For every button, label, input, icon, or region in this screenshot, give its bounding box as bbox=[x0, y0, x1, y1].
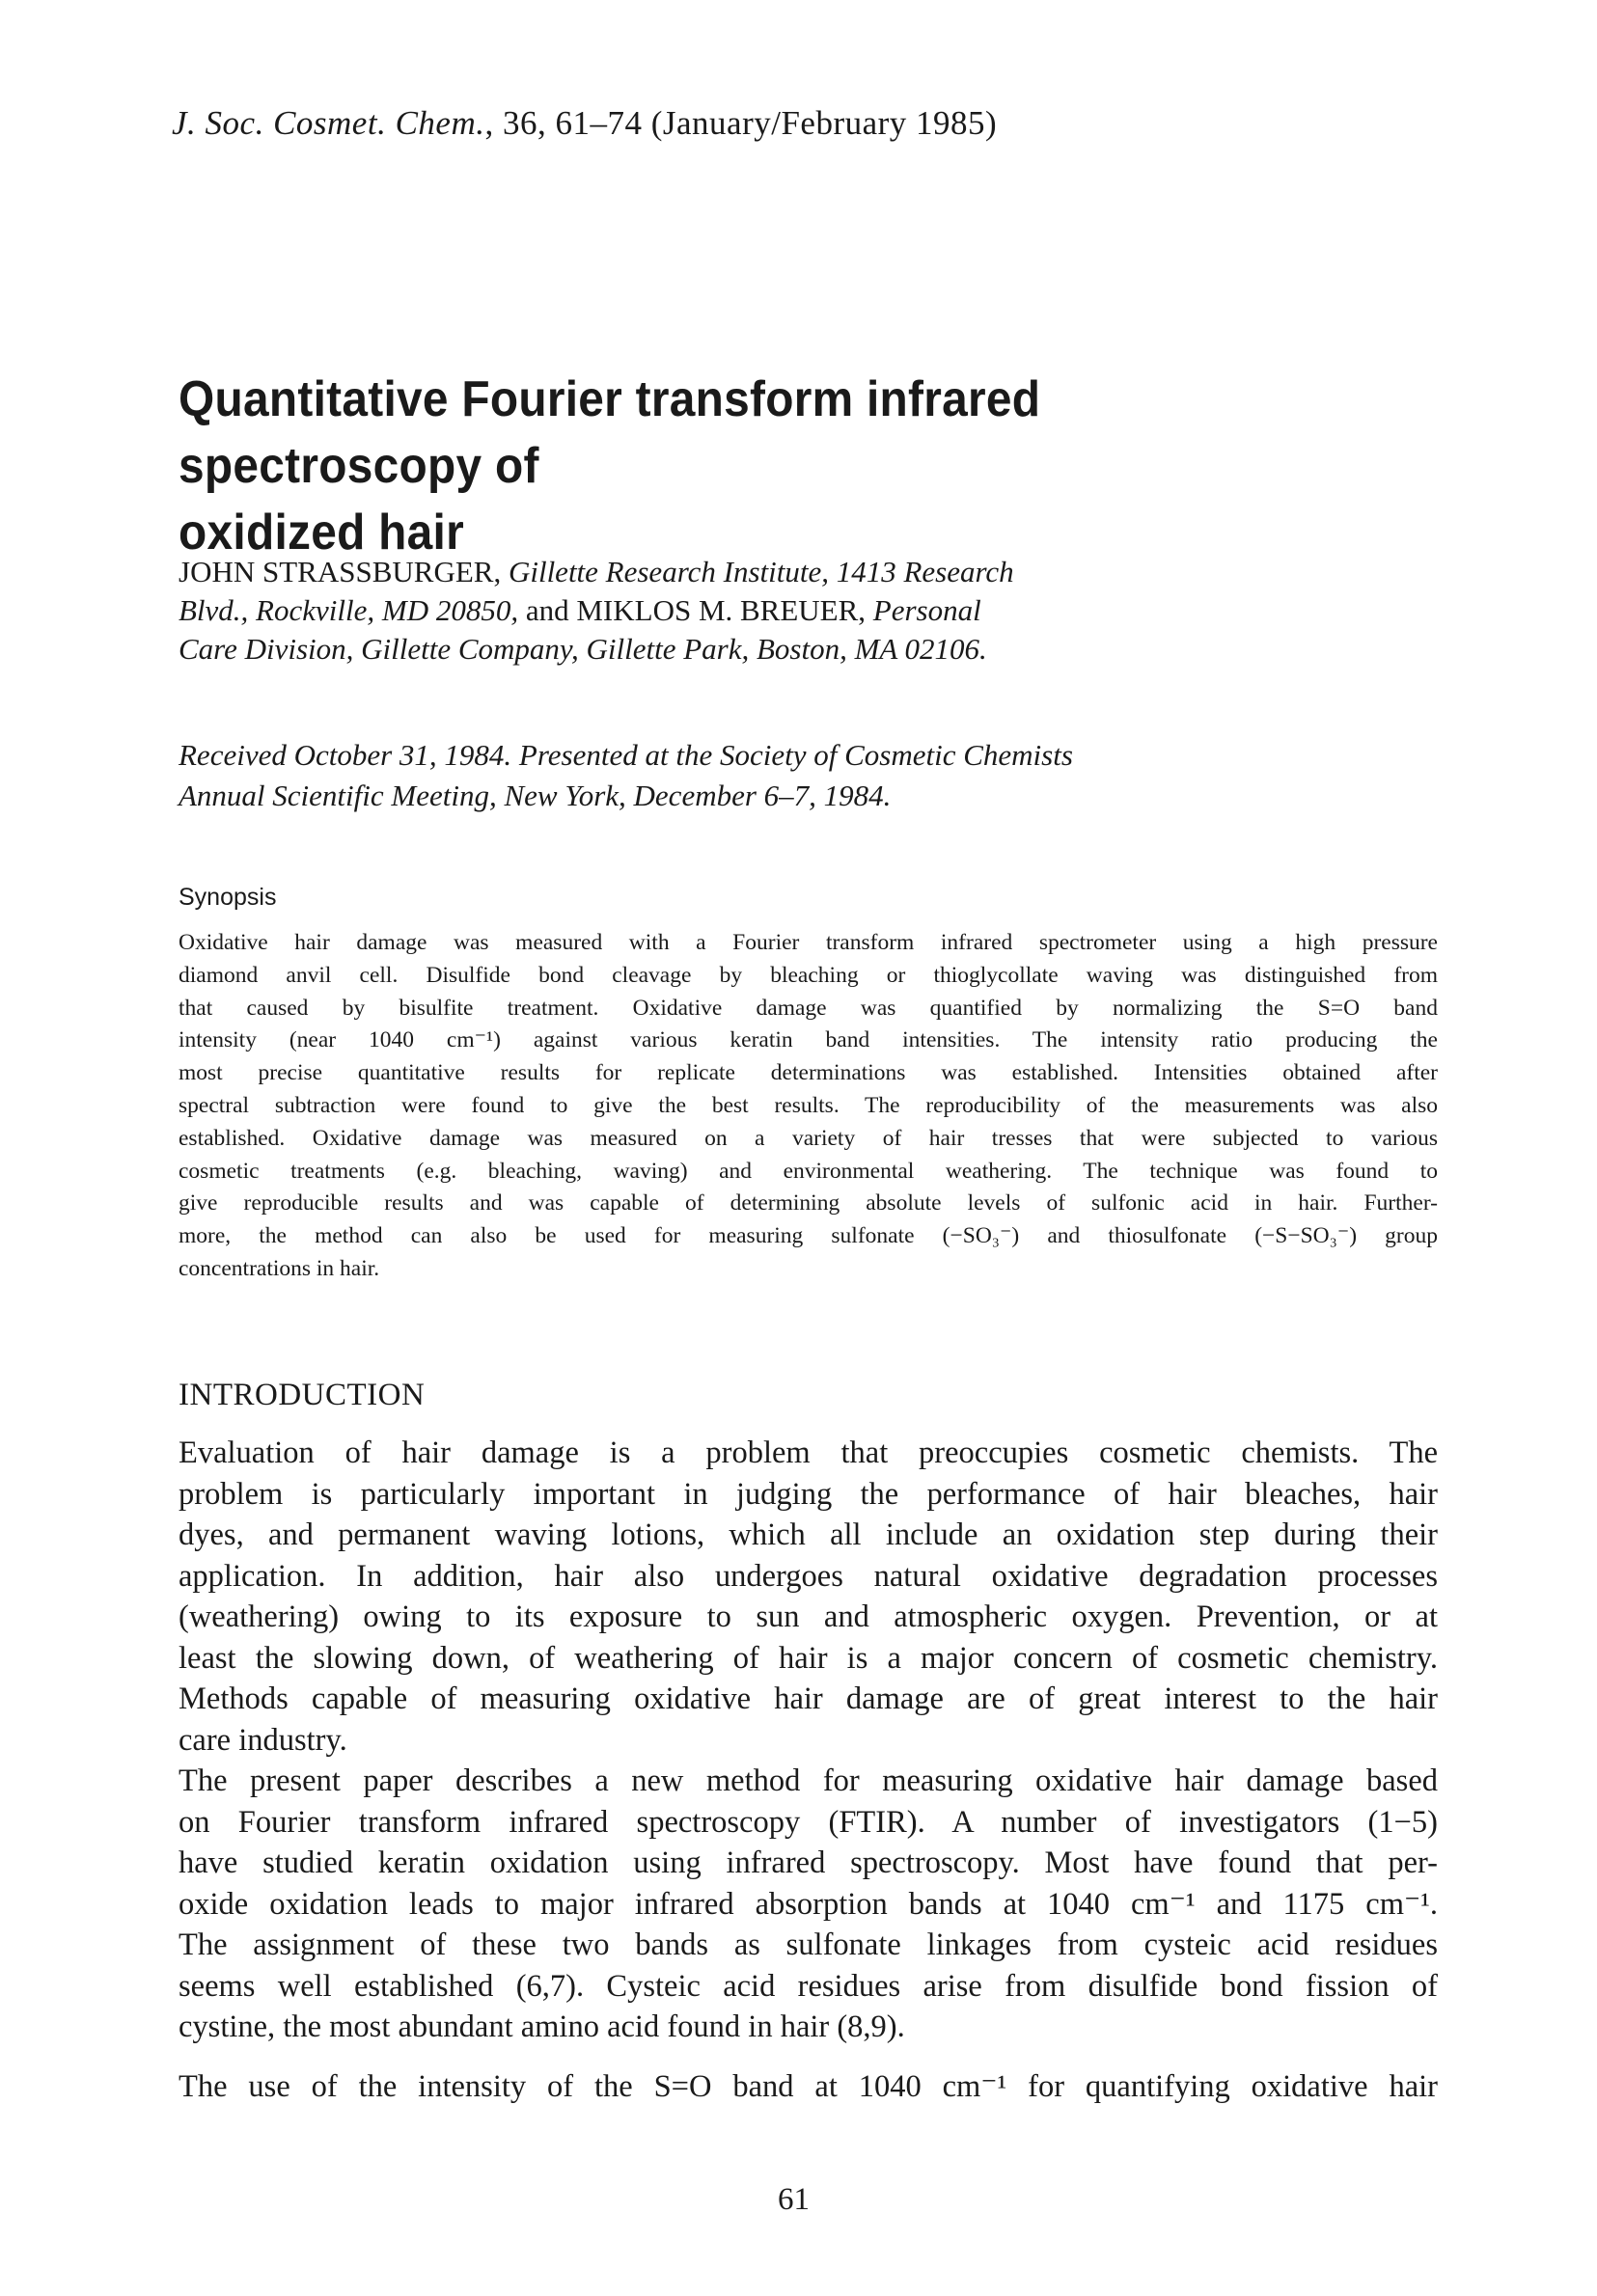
intro-paragraph-2 bbox=[179, 1761, 1438, 2048]
paragraph-line: dyes, and permanent waving lotions, which all include an oxidation step during their bbox=[179, 1517, 1438, 1552]
paragraph-line: least the slowing down, of weathering of hair is a major concern of cosmetic chemistry. bbox=[179, 1640, 1438, 1676]
received-line-2: Annual Scientific Meeting, New York, December 6–7, 1984. bbox=[179, 779, 892, 812]
synopsis-line: intensity (near 1040 cm⁻¹) against various keratin band intensities. The intensity ratio producing the bbox=[179, 1027, 1438, 1053]
paragraph-line: seems well established (6,7). Cysteic acid residues arise from disulfide bond fission of bbox=[179, 1968, 1438, 2004]
synopsis-line: cosmetic treatments (e.g. bleaching, waving) and environmental weathering. The technique was found to bbox=[179, 1158, 1438, 1184]
synopsis-line: diamond anvil cell. Disulfide bond cleavage by bleaching or thioglycollate waving was distinguished from bbox=[179, 962, 1438, 988]
synopsis-line: Oxidative hair damage was measured with a Fourier transform infrared spectrometer using a high pressure bbox=[179, 930, 1438, 955]
paragraph-line: Methods capable of measuring oxidative hair damage are of great interest to the hair bbox=[179, 1681, 1438, 1716]
title-line-2: oxidized hair bbox=[179, 505, 465, 560]
title-line-1: Quantitative Fourier transform infrared spectroscopy of bbox=[179, 371, 1041, 494]
authors-affiliations bbox=[179, 553, 1433, 669]
author-name: JOHN STRASSBURGER, bbox=[179, 555, 509, 588]
page-number: 61 bbox=[778, 2182, 810, 2217]
synopsis-heading: Synopsis bbox=[179, 884, 277, 911]
paragraph-line: care industry. bbox=[179, 1722, 347, 1758]
paragraph-line: application. In addition, hair also undergoes natural oxidative degradation processes bbox=[179, 1558, 1438, 1594]
paper-title bbox=[179, 367, 1333, 566]
authors-line-2 bbox=[179, 591, 1433, 630]
paragraph-line: Evaluation of hair damage is a problem that preoccupies cosmetic chemists. The bbox=[179, 1435, 1438, 1470]
authors-line-1 bbox=[179, 553, 1433, 591]
received-note bbox=[179, 735, 1433, 816]
synopsis-line: give reproducible results and was capable of determining absolute levels of sulfonic acid in hair. Further- bbox=[179, 1190, 1438, 1216]
synopsis-line: established. Oxidative damage was measured on a variety of hair tresses that were subjected to various bbox=[179, 1125, 1438, 1151]
journal-volume-pages: , 36, 61–74 (January/February 1985) bbox=[484, 104, 998, 142]
intro-paragraph-3 bbox=[179, 2066, 1438, 2108]
section-heading-introduction: INTRODUCTION bbox=[179, 1378, 426, 1412]
synopsis-line: most precise quantitative results for replicate determinations was established. Intensities obtained after bbox=[179, 1060, 1438, 1086]
authors-line-3: Care Division, Gillette Company, Gillette Park, Boston, MA 02106. bbox=[179, 632, 987, 666]
paragraph-line: have studied keratin oxidation using infrared spectroscopy. Most have found that per- bbox=[179, 1845, 1438, 1880]
received-line-1: Received October 31, 1984. Presented at the Society of Cosmetic Chemists bbox=[179, 738, 1073, 772]
paragraph-line: oxide oxidation leads to major infrared absorption bands at 1040 cm⁻¹ and 1175 cm⁻¹. bbox=[179, 1886, 1438, 1922]
paragraph-line: The use of the intensity of the S=O band at 1040 cm⁻¹ for quantifying oxidative hair bbox=[179, 2069, 1438, 2104]
journal-citation bbox=[172, 104, 997, 143]
author-affiliation: Personal bbox=[872, 593, 981, 627]
journal-abbrev: J. Soc. Cosmet. Chem. bbox=[172, 104, 485, 142]
paragraph-line: The assignment of these two bands as sulfonate linkages from cysteic acid residues bbox=[179, 1927, 1438, 1962]
paragraph-line: on Fourier transform infrared spectroscopy (FTIR). A number of investigators (1−5) bbox=[179, 1804, 1438, 1840]
synopsis-line: spectral subtraction were found to give the best results. The reproducibility of the measurements was also bbox=[179, 1092, 1438, 1118]
author-affiliation-address: Blvd., Rockville, MD 20850, bbox=[179, 593, 519, 627]
synopsis-line: concentrations in hair. bbox=[179, 1255, 380, 1281]
synopsis-line: that caused by bisulfite treatment. Oxidative damage was quantified by normalizing the S=O band bbox=[179, 995, 1438, 1021]
paragraph-line: problem is particularly important in judging the performance of hair bleaches, hair bbox=[179, 1476, 1438, 1512]
synopsis-body bbox=[179, 927, 1438, 1286]
synopsis-line: more, the method can also be used for measuring sulfonate (−SO₃⁻) and thiosulfonate (−S−SO₃⁻) group bbox=[179, 1223, 1438, 1249]
paragraph-line: The present paper describes a new method for measuring oxidative hair damage based bbox=[179, 1763, 1438, 1798]
paragraph-line: cystine, the most abundant amino acid found in hair (8,9). bbox=[179, 2009, 905, 2044]
paragraph-line: (weathering) owing to its exposure to sun and atmospheric oxygen. Prevention, or at bbox=[179, 1599, 1438, 1634]
author-name: and MIKLOS M. BREUER, bbox=[518, 593, 873, 627]
author-affiliation: Gillette Research Institute, 1413 Research bbox=[508, 555, 1014, 588]
intro-paragraph-1 bbox=[179, 1433, 1438, 1761]
